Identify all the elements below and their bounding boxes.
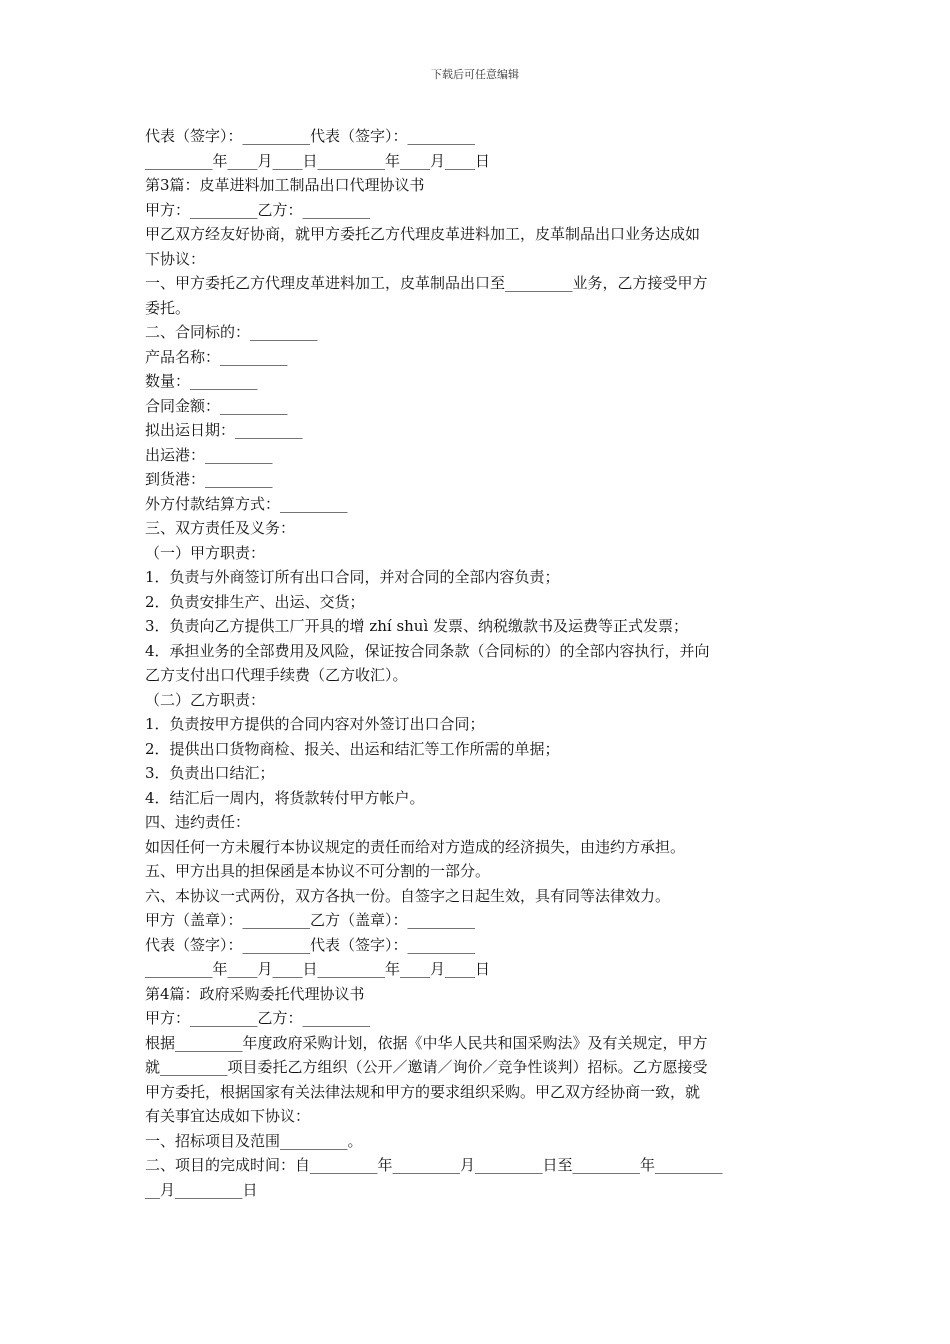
text-line: 拟出运日期：_________ <box>145 421 303 439</box>
text-line: 代表（签字）：_________代表（签字）：_________ <box>145 127 476 145</box>
text-line: 六、本协议一式两份，双方各执一份。自签字之日起生效，具有同等法律效力。 <box>145 886 671 905</box>
text-line: 一、甲方委托乙方代理皮革进料加工，皮革制品出口至_________业务，乙方接受甲方 <box>145 274 708 292</box>
text-line: 出运港：_________ <box>145 445 273 464</box>
text-line: _________年____月____日_________年____月____日 <box>145 151 491 170</box>
text-line: 如因任何一方未履行本协议规定的责任而给对方造成的经济损失，由违约方承担。 <box>145 837 686 856</box>
text-line: 二、合同标的：_________ <box>145 323 318 341</box>
text-line: 甲乙双方经友好协商，就甲方委托乙方代理皮革进料加工，皮革制品出口业务达成如 <box>145 225 701 243</box>
document-body <box>145 124 810 1202</box>
text-line: 就_________项目委托乙方组织（公开／邀请／询价／竞争性谈判）招标。乙方愿接受 <box>145 1058 708 1076</box>
text-line: 2．提供出口货物商检、报关、出运和结汇等工作所需的单据； <box>145 739 560 758</box>
text-line: 到货港：_________ <box>145 470 273 488</box>
text-line: 3．负责向乙方提供工厂开具的增 zhí shuì 发票、纳税缴款书及运费等正式发票； <box>145 617 689 635</box>
text-line: 五、甲方出具的担保函是本协议不可分割的一部分。 <box>145 862 491 880</box>
text-line: 二、项目的完成时间：自_________年_________月_________日至_________年_________ <box>145 1156 723 1174</box>
text-line: （二）乙方职责： <box>145 690 266 709</box>
text-line: 1．负责与外商签订所有出口合同，并对合同的全部内容负责； <box>145 568 560 586</box>
text-line: 一、招标项目及范围_________。 <box>145 1131 363 1150</box>
text-line: 乙方支付出口代理手续费（乙方收汇）。 <box>145 666 408 684</box>
text-line: 甲方：_________乙方：_________ <box>145 1009 371 1027</box>
text-line: __月_________日 <box>145 1180 258 1199</box>
text-line: 1．负责按甲方提供的合同内容对外签订出口合同； <box>145 715 485 733</box>
text-line: 第4篇：政府采购委托代理协议书 <box>145 984 365 1003</box>
text-line: 有关事宜达成如下协议： <box>145 1107 311 1125</box>
text-line: 外方付款结算方式：_________ <box>145 494 348 513</box>
text-line: 委托。 <box>145 298 191 317</box>
text-line: 甲方委托，根据国家有关法律法规和甲方的要求组织采购。甲乙双方经协商一致，就 <box>145 1082 701 1101</box>
text-line: 数量：_________ <box>145 372 258 390</box>
text-line: 2．负责安排生产、出运、交货； <box>145 592 365 611</box>
text-line: 代表（签字）：_________代表（签字）：_________ <box>145 935 476 954</box>
text-line: 甲方：_________乙方：_________ <box>145 200 371 219</box>
text-line: 3．负责出口结汇； <box>145 764 275 782</box>
text-line: 4．结汇后一周内，将货款转付甲方帐户。 <box>145 788 425 807</box>
text-line: 4．承担业务的全部费用及风险，保证按合同条款（合同标的）的全部内容执行，并向 <box>145 641 710 660</box>
page-header: 下载后可任意编辑 <box>431 68 519 81</box>
text-line: 合同金额：_________ <box>145 396 288 415</box>
text-line: 产品名称：_________ <box>145 347 288 366</box>
text-line: 根据_________年度政府采购计划，依据《中华人民共和国采购法》及有关规定，甲方 <box>145 1033 708 1052</box>
text-line: _________年____月____日_________年____月____日 <box>145 960 491 978</box>
text-line: 四、违约责任： <box>145 813 251 831</box>
text-line: （一）甲方职责： <box>145 543 266 562</box>
text-line: 甲方（盖章）：_________乙方（盖章）：_________ <box>145 911 476 929</box>
text-line: 下协议： <box>145 249 206 268</box>
text-line: 三、双方责任及义务： <box>145 519 296 537</box>
text-line: 第3篇：皮革进料加工制品出口代理协议书 <box>145 176 425 194</box>
